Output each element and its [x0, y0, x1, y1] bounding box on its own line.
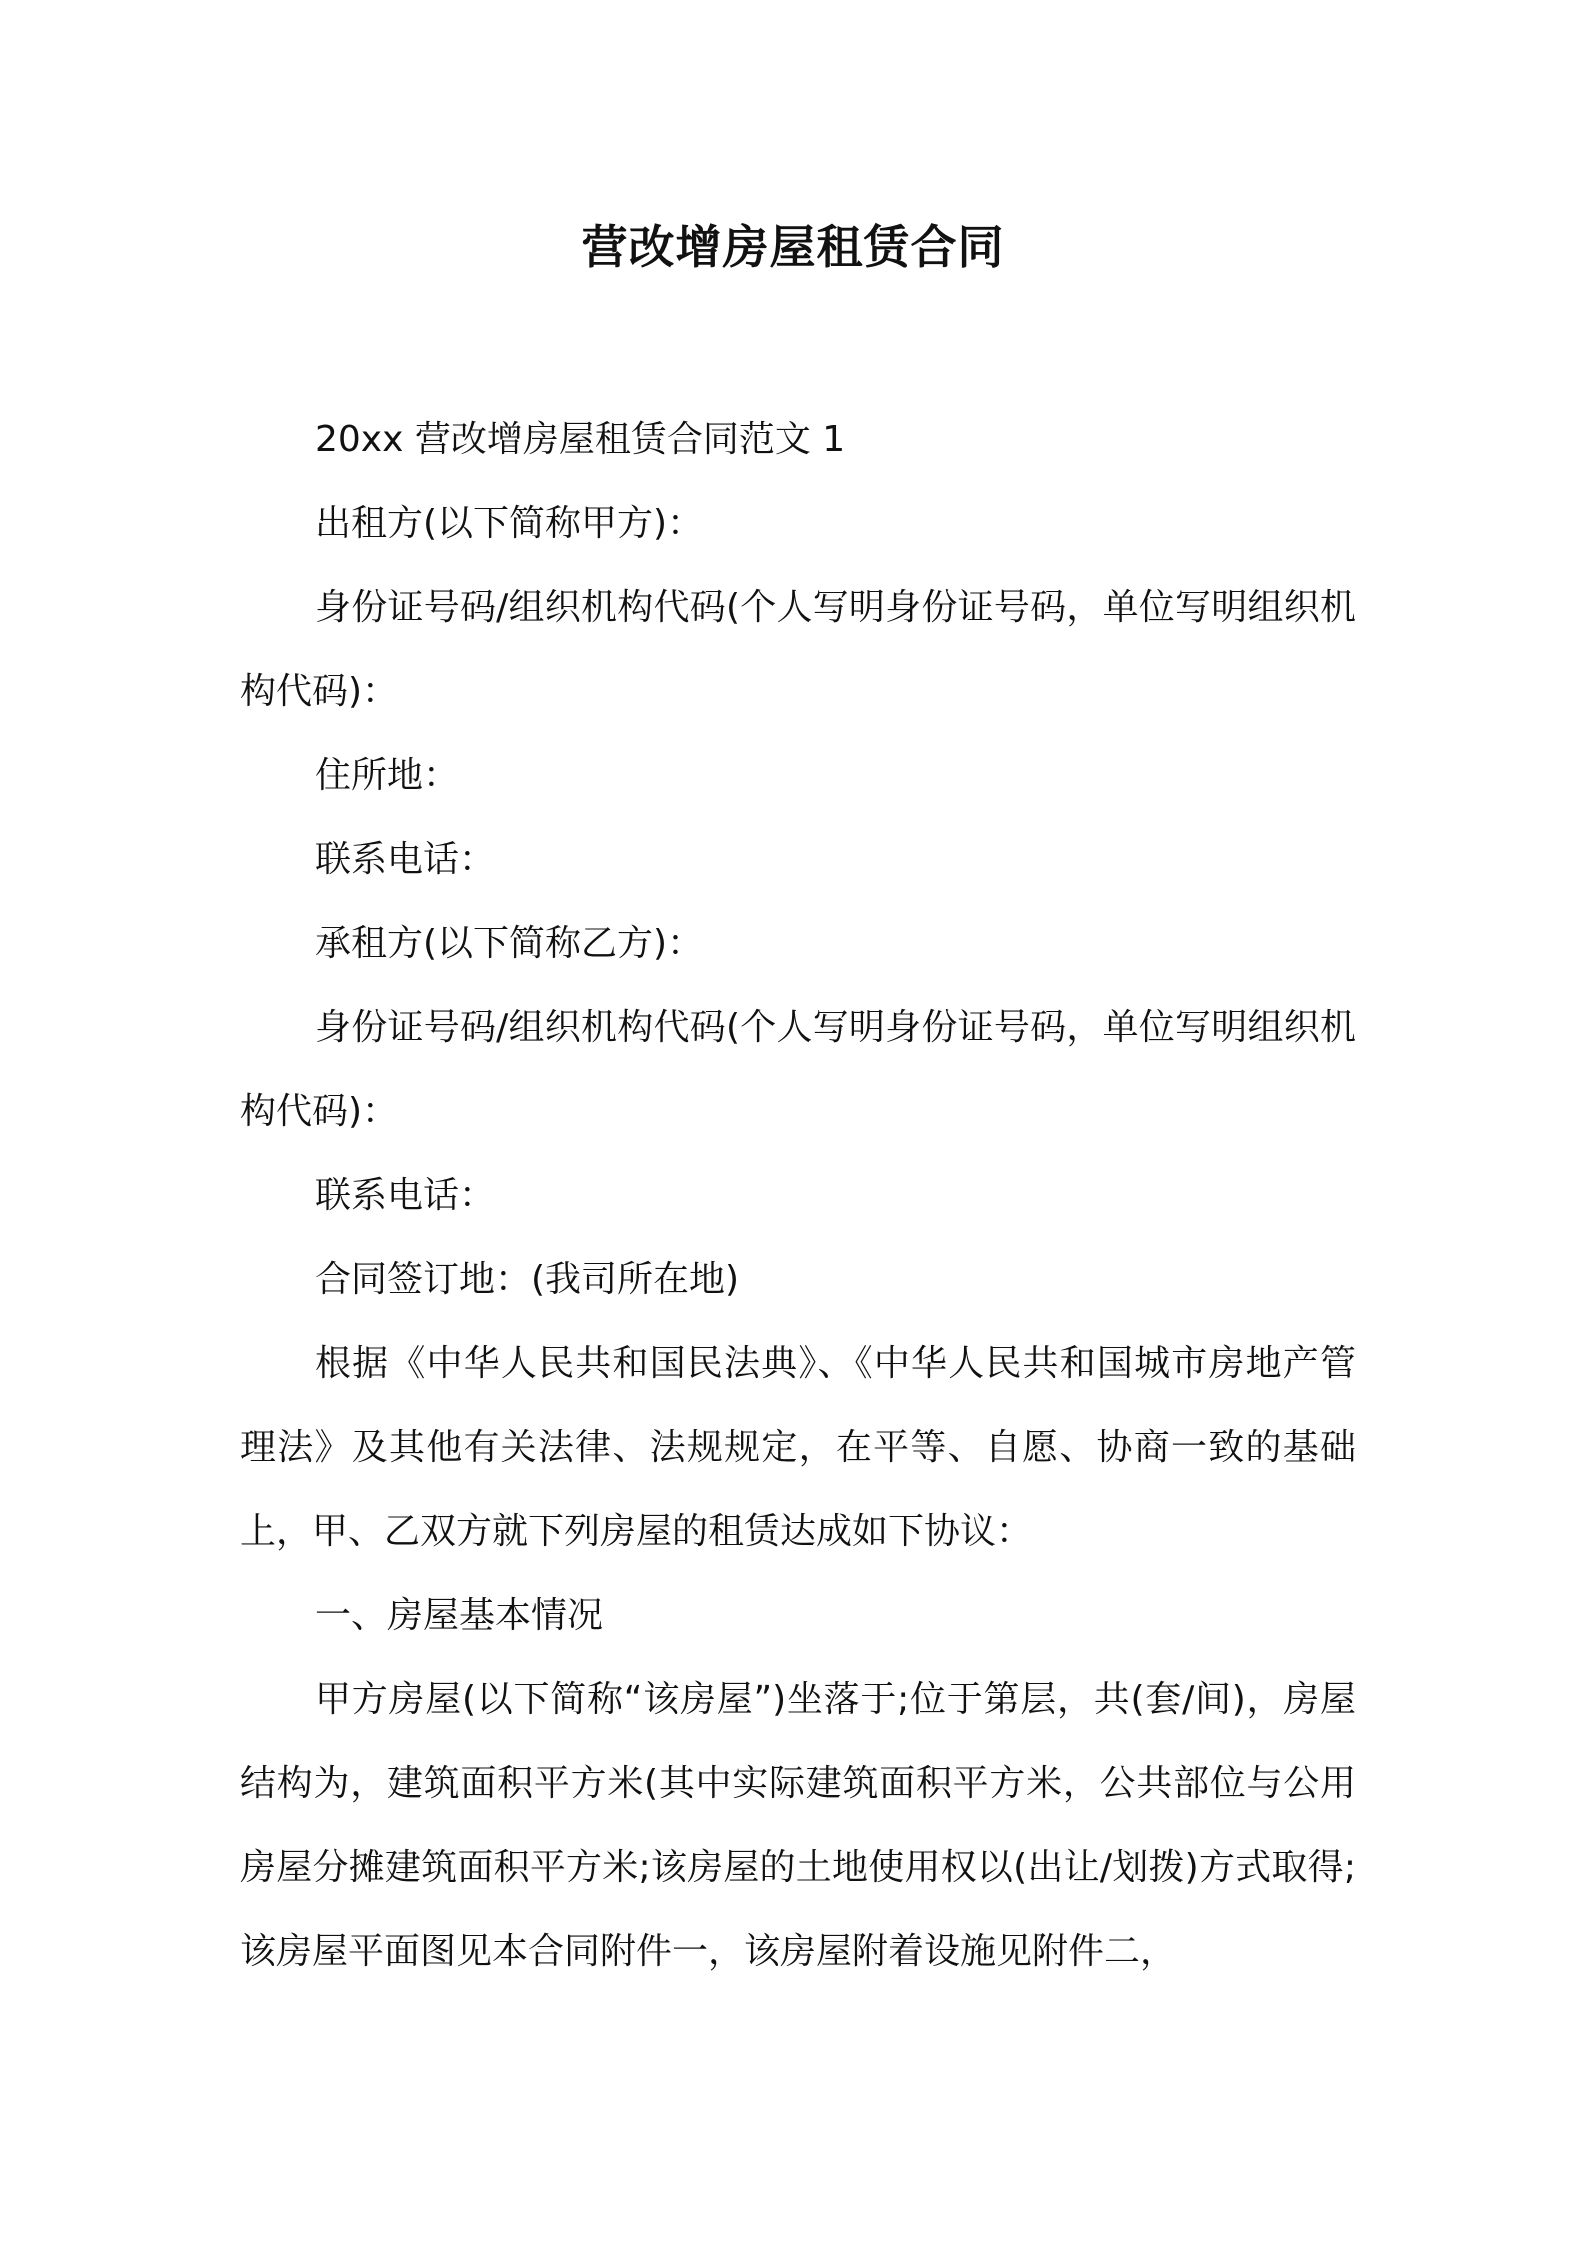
document-title: 营改增房屋租赁合同 [581, 220, 1005, 274]
contract-sample-heading: 20xx 营改增房屋租赁合同范文 1 [315, 419, 846, 460]
lessee-id-label: 身份证号码/组织机构代码(个人写明身份证号码，单位写明组织机构代码)： [240, 1007, 1356, 1132]
property-description-paragraph: 甲方房屋(以下简称“该房屋”)坐落于;位于第层，共(套/间)，房屋结构为，建筑面积平方米(其中实际建筑面积平方米，公共部位与公用房屋分摊建筑面积平方米;该房屋的土地使用权以(出让/划拨)方式取得;该房屋平面图见本合同附件一，该房屋附着设施见附件二， [240, 1679, 1356, 1972]
section-heading-property-basics: 一、房屋基本情况 [315, 1595, 604, 1636]
lessor-address-label: 住所地： [315, 755, 460, 796]
lessor-label: 出租方(以下简称甲方)： [315, 503, 704, 544]
document-body [240, 398, 1356, 1994]
lessee-phone-label: 联系电话： [315, 1175, 496, 1216]
lessor-id-label: 身份证号码/组织机构代码(个人写明身份证号码，单位写明组织机构代码)： [240, 587, 1356, 712]
signing-place-label: 合同签订地：(我司所在地) [315, 1259, 740, 1300]
legal-basis-paragraph: 根据《中华人民共和国民法典》、《中华人民共和国城市房地产管理法》及其他有关法律、法规规定，在平等、自愿、协商一致的基础上，甲、乙双方就下列房屋的租赁达成如下协议： [240, 1343, 1356, 1552]
lessee-label: 承租方(以下简称乙方)： [315, 923, 704, 964]
lessor-phone-label: 联系电话： [315, 839, 496, 880]
